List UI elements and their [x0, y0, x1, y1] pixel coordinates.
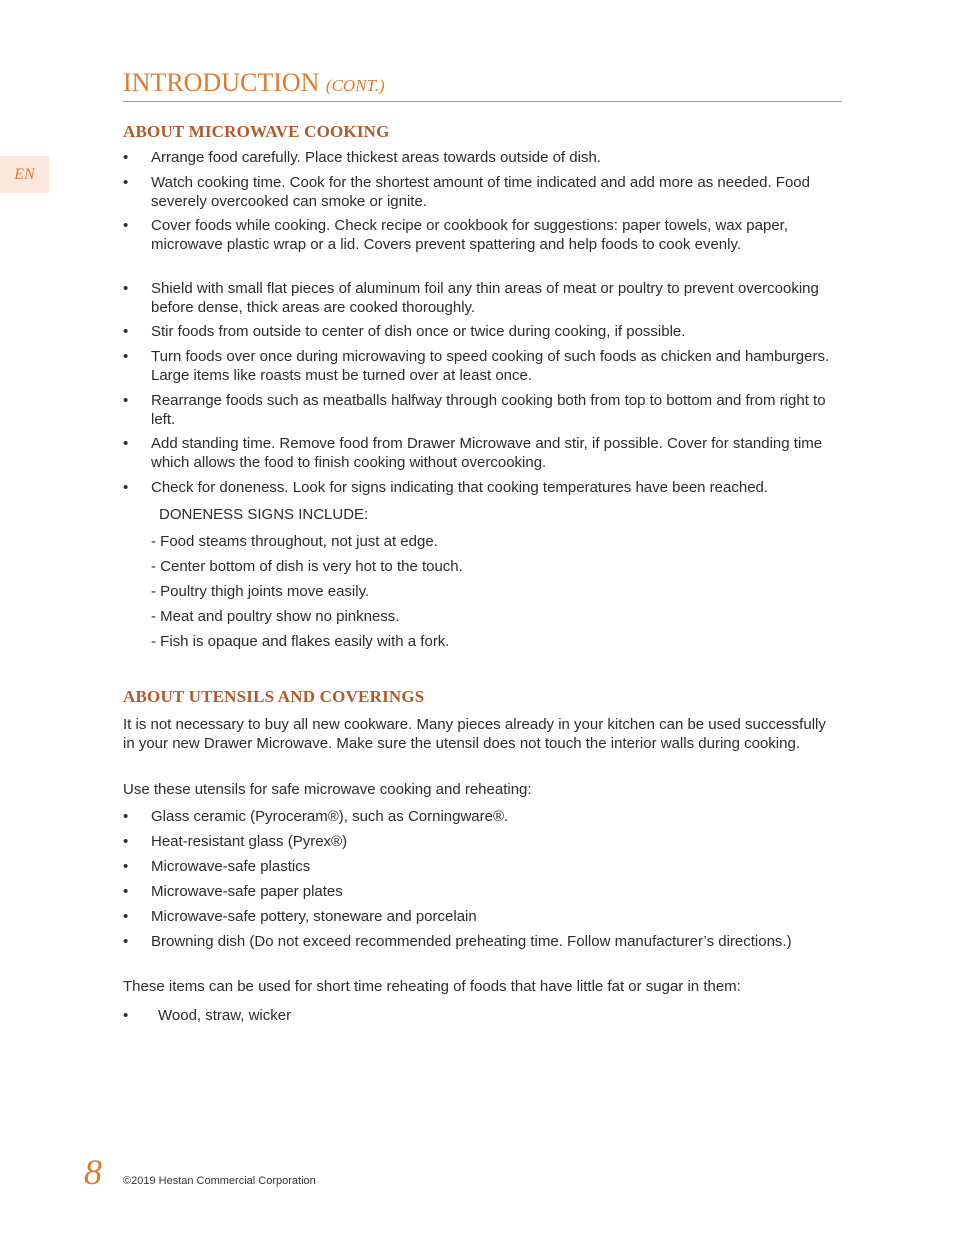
bullet-glyph: •: [123, 1007, 129, 1024]
list-item: • Arrange food carefully. Place thickest areas towards outside of dish.: [123, 149, 601, 166]
bullet-glyph: •: [123, 392, 129, 409]
copyright: ©2019 Hestan Commercial Corporation: [123, 1175, 316, 1187]
page-header: [123, 68, 842, 102]
doneness-label: DONENESS SIGNS INCLUDE:: [159, 506, 369, 523]
bullet-glyph: •: [123, 883, 129, 900]
utensils-intro: It is not necessary to buy all new cookware. Many pieces already in your kitchen can be used successfully in your new Drawer Microwave. Make sure the utensil does not touch the interior walls during cooking.: [123, 716, 826, 752]
bullet-glyph: •: [123, 280, 129, 297]
page-title-text: INTRODUCTION: [123, 68, 320, 97]
bullet-glyph: •: [123, 149, 129, 166]
bullet-glyph: •: [123, 323, 129, 340]
list-item: • Stir foods from outside to center of dish once or twice during cooking, if possible.: [123, 323, 686, 340]
list-item: • Microwave-safe pottery, stoneware and porcelain: [123, 908, 477, 925]
list-item: • Microwave-safe paper plates: [123, 883, 343, 900]
utensils-short-time: These items can be used for short time reheating of foods that have little fat or sugar in them:: [123, 978, 741, 995]
list-item: • Glass ceramic (Pyroceram®), such as Corningware®.: [123, 808, 509, 825]
bullet-glyph: •: [123, 435, 129, 452]
list-item: • Heat-resistant glass (Pyrex®): [123, 833, 348, 850]
list-item: • Shield with small flat pieces of aluminum foil any thin areas of meat or poultry to prevent overcooking before dense, thick areas are cooked thoroughly.: [123, 280, 819, 316]
list-item: • Browning dish (Do not exceed recommended preheating time. Follow manufacturer’s directions.): [123, 933, 792, 950]
doneness-item: - Food steams throughout, not just at edge.: [151, 533, 438, 550]
page-title: [123, 68, 385, 101]
doneness-item: - Meat and poultry show no pinkness.: [151, 608, 400, 625]
page-title-cont: (CONT.): [325, 76, 385, 95]
page-number: 8: [84, 1152, 102, 1192]
bullet-glyph: •: [123, 908, 129, 925]
list-item: • Watch cooking time. Cook for the shortest amount of time indicated and add more as needed. Food severely overcooked can smoke or ignite.: [123, 174, 810, 210]
bullet-glyph: •: [123, 833, 129, 850]
list-item: • Add standing time. Remove food from Drawer Microwave and stir, if possible. Cover for standing time which allows the food to finish cooking without overcooking.: [123, 435, 823, 471]
bullet-glyph: •: [123, 933, 129, 950]
list-item: • Turn foods over once during microwaving to speed cooking of such foods as chicken and hamburgers. Large items like roasts must be turned over at least once.: [123, 348, 830, 384]
bullet-glyph: •: [123, 348, 129, 365]
list-item: • Microwave-safe plastics: [123, 858, 311, 875]
bullet-glyph: •: [123, 808, 129, 825]
list-item: • Rearrange foods such as meatballs halfway through cooking both from top to bottom and from right to left.: [123, 392, 826, 428]
bullet-glyph: •: [123, 174, 129, 191]
doneness-item: - Fish is opaque and flakes easily with a fork.: [151, 633, 450, 650]
bullet-glyph: •: [123, 858, 129, 875]
doneness-item: - Poultry thigh joints move easily.: [151, 583, 370, 600]
bullet-glyph: •: [123, 217, 129, 234]
list-item: • Check for doneness. Look for signs indicating that cooking temperatures have been reached.: [123, 479, 769, 496]
bullet-glyph: •: [123, 479, 129, 496]
language-tab[interactable]: EN: [0, 156, 49, 193]
list-item: • Cover foods while cooking. Check recipe or cookbook for suggestions: paper towels, wax paper, microwave plastic wrap or a lid. Covers prevent spattering and help foods to cook evenly.: [123, 217, 789, 253]
section-title-utensils: ABOUT UTENSILS AND COVERINGS: [123, 687, 425, 706]
list-item: • Wood, straw, wicker: [123, 1007, 292, 1024]
doneness-item: - Center bottom of dish is very hot to the touch.: [151, 558, 463, 575]
utensils-use-these: Use these utensils for safe microwave cooking and reheating:: [123, 781, 532, 798]
section-title-microwave: ABOUT MICROWAVE COOKING: [123, 122, 390, 141]
